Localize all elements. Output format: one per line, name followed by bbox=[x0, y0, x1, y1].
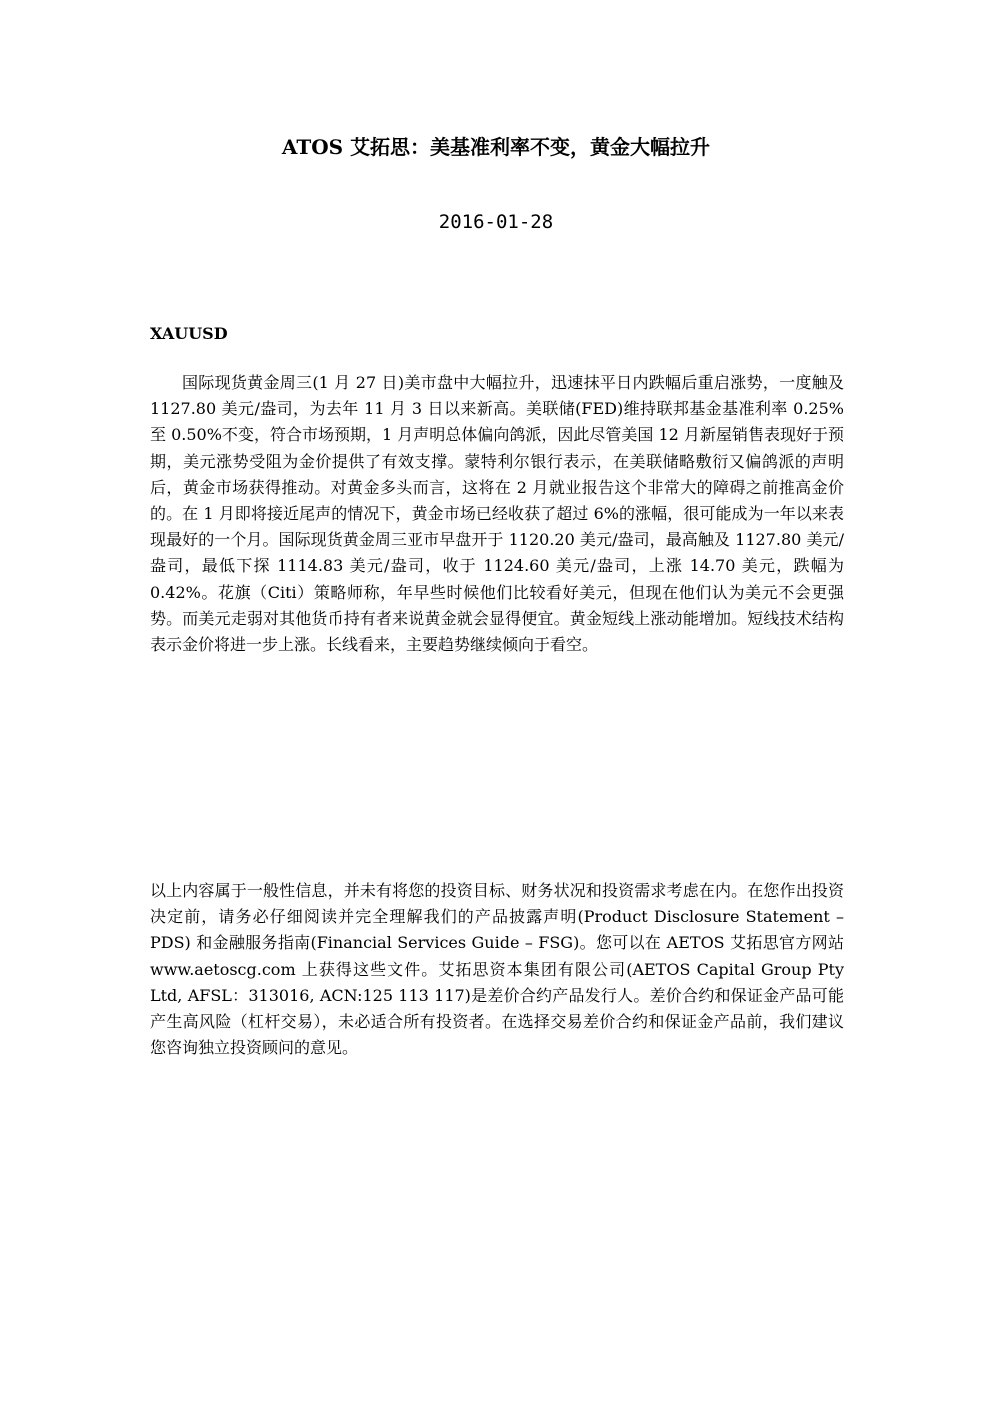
disclaimer-text: 以上内容属于一般性信息，并未有将您的投资目标、财务状况和投资需求考虑在内。在您作出投资决定前，请务必仔细阅读并完全理解我们的产品披露声明(Product Disclosure Statement – PDS) 和金融服务指南(Financial Services Guide – FSG)。您可以在 AETOS 艾拓思官方网站 www.aetoscg.com 上获得这些文件。艾拓思资本集团有限公司(AETOS Capital Group Pty Ltd, AFSL：313016, ACN:125 113 117)是差价合约产品发行人。差价合约和保证金产品可能产生高风险（杠杆交易），未必适合所有投资者。在选择交易差价合约和保证金产品前，我们建议您咨询独立投资顾问的意见。 bbox=[150, 881, 844, 1058]
instrument-symbol: XAUUSD bbox=[150, 324, 228, 343]
document-title: ATOS 艾拓思：美基准利率不变，黄金大幅拉升 bbox=[281, 135, 711, 159]
document-date: 2016-01-28 bbox=[438, 211, 554, 233]
article-body: 国际现货黄金周三(1 月 27 日)美市盘中大幅拉升，迅速抹平日内跌幅后重启涨势，一度触及 1127.80 美元/盎司，为去年 11 月 3 日以来新高。美联储(FED)维持联邦基金基准利率 0.25%至 0.50%不变，符合市场预期，1 月声明总体偏向鸽派，因此尽管美国 12 月新屋销售表现好于预期，美元涨势受阻为金价提供了有效支撑。蒙特利尔银行表示，在美联储略敷衍又偏鸽派的声明后，黄金市场获得推动。对黄金多头而言，这将在 2 月就业报告这个非常大的障碍之前推高金价的。在 1 月即将接近尾声的情况下，黄金市场已经收获了超过 6%的涨幅，很可能成为一年以来表现最好的一个月。国际现货黄金周三亚市早盘开于 1120.20 美元/盎司，最高触及 1127.80 美元/盎司，最低下探 1114.83 美元/盎司，收于 1124.60 美元/盎司，上涨 14.70 美元，跌幅为 0.42%。花旗（Citi）策略师称，年早些时候他们比较看好美元，但现在他们认为美元不会更强势。而美元走弱对其他货币持有者来说黄金就会显得便宜。黄金短线上涨动能增加。短线技术结构表示金价将进一步上涨。长线看来，主要趋势继续倾向于看空。 bbox=[150, 373, 844, 655]
